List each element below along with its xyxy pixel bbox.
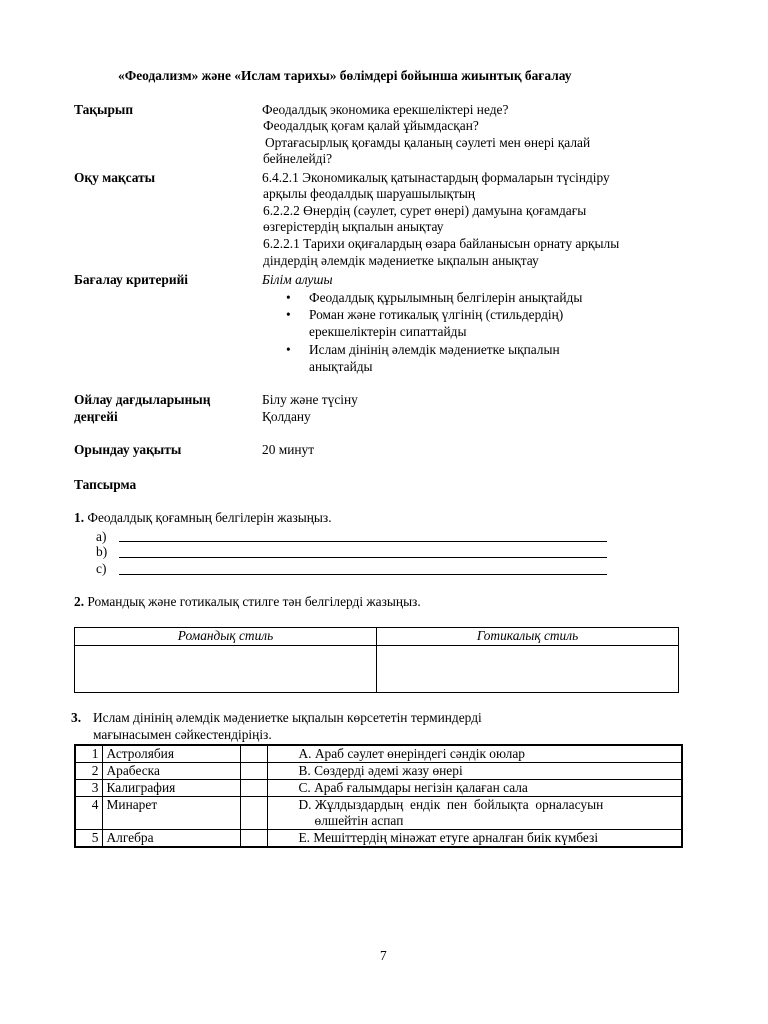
task2-text: Романдық және готикалық стилге тән белгілерді жазыңыз.: [87, 594, 421, 609]
task3-line-2: мағынасымен сәйкестендіріңіз.: [93, 727, 272, 742]
topic-line-3: Ортағасырлық қоғамды қаланың сәулеті мен өнері қалай: [265, 135, 591, 150]
table-row: [75, 763, 682, 780]
row-number: 1: [75, 745, 102, 763]
thinking-value-1: Білу және түсіну: [262, 392, 358, 407]
task2-prompt: [74, 594, 421, 610]
topic-label: Тақырып: [74, 102, 134, 117]
row-number: 5: [75, 830, 102, 848]
answer-cell[interactable]: [240, 780, 267, 797]
definition-cell: [267, 797, 682, 830]
task1-prompt: [74, 510, 332, 526]
table-row: [75, 780, 682, 797]
answer-cell[interactable]: [240, 745, 267, 763]
time-value: 20 минут: [262, 442, 315, 457]
table-row: [75, 797, 682, 830]
criteria-intro: Білім алушы: [262, 272, 333, 287]
row-number: 3: [75, 780, 102, 797]
row-number: 2: [75, 763, 102, 780]
answer-cell-gothic[interactable]: [377, 646, 679, 693]
definition-line: өлшейтін аспап: [314, 813, 404, 828]
table-row: [75, 745, 682, 763]
criteria-item-1: Феодалдық құрылымның белгілерін анықтайды: [309, 290, 583, 305]
bullet-icon: •: [286, 290, 291, 305]
definition-cell: B. Сөздерді әдемі жазу өнері: [267, 763, 682, 780]
matching-table: [74, 744, 683, 848]
style-table: [74, 627, 679, 693]
topic-line-4: бейнелейді?: [263, 151, 333, 166]
time-label: Орындау уақыты: [74, 442, 182, 457]
term-cell: Минарет: [102, 797, 240, 830]
term-cell: Астролябия: [102, 745, 240, 763]
criteria-item-3: Ислам дінінің әлемдік мәдениетке ықпалын: [309, 342, 560, 357]
thinking-value-2: Қолдану: [262, 409, 311, 424]
criteria-label: Бағалау критерийі: [74, 272, 189, 287]
thinking-label-1: Ойлау дағдыларының: [74, 392, 211, 407]
task3-line-1: Ислам дінінің әлемдік мәдениетке ықпалын көрсететін терминдерді: [93, 710, 482, 725]
task1-number: 1.: [74, 510, 85, 525]
answer-cell[interactable]: [240, 763, 267, 780]
page-title: «Феодализм» және «Ислам тарихы» бөлімдері бойынша жиынтық бағалау: [118, 68, 572, 83]
bullet-icon: •: [286, 342, 291, 357]
table-row: [75, 830, 682, 848]
criteria-item-2: Роман және готикалық үлгінің (стильдердің): [309, 307, 564, 322]
answer-cell[interactable]: [240, 797, 267, 830]
row-number: 4: [75, 797, 102, 830]
task1-answer-line-c[interactable]: [119, 574, 607, 575]
answer-cell-romanesque[interactable]: [75, 646, 377, 693]
criteria-item-3-cont: анықтайды: [309, 359, 373, 374]
task1-answer-line-a[interactable]: [119, 541, 607, 542]
style-col-romanesque: Романдық стиль: [75, 628, 377, 646]
objective-line-6: діндердің әлемдік мәдениетке ықпалын анықтау: [263, 253, 539, 268]
objective-line-1: 6.4.2.1 Экономикалық қатынастардың формаларын түсіндіру: [262, 170, 610, 185]
task1-letter-c: c): [96, 561, 107, 576]
task1-answer-line-b[interactable]: [119, 557, 607, 558]
definition-cell: A. Араб сәулет өнеріндегі сәндік оюлар: [267, 745, 682, 763]
objective-line-3: 6.2.2.2 Өнердің (сәулет, сурет өнері) дамуына қоғамдағы: [263, 203, 587, 218]
objective-line-4: өзгерістердің ықпалын анықтау: [263, 219, 444, 234]
bullet-icon: •: [286, 307, 291, 322]
task1-letter-a: a): [96, 529, 107, 544]
term-cell: Калиграфия: [102, 780, 240, 797]
task3-number: 3.: [71, 710, 82, 725]
thinking-label-2: деңгейі: [74, 409, 118, 424]
page-number: 7: [380, 948, 387, 963]
definition-cell: C. Араб ғалымдары негізін қалаған сала: [267, 780, 682, 797]
topic-line-2: Феодалдық қоғам қалай ұйымдасқан?: [263, 118, 479, 133]
definition-cell: E. Мешіттердің мінәжат етуге арналған биік күмбезі: [267, 830, 682, 848]
task-heading: Тапсырма: [74, 477, 137, 492]
objective-line-2: арқылы феодалдық шаруашылықтың: [263, 186, 476, 201]
term-cell: Арабеска: [102, 763, 240, 780]
definition-line: D. Жұлдыздардың ендік пен бойлықта орналасуын: [298, 797, 604, 812]
style-col-gothic: Готикалық стиль: [377, 628, 679, 646]
task1-text: Феодалдық қоғамның белгілерін жазыңыз.: [87, 510, 332, 525]
criteria-item-2-cont: ерекшеліктерін сипаттайды: [309, 324, 467, 339]
topic-line-1: Феодалдық экономика ерекшеліктері неде?: [262, 102, 509, 117]
objective-line-5: 6.2.2.1 Тарихи оқиғалардың өзара байланысын орнату арқылы: [263, 236, 620, 251]
task1-letter-b: b): [96, 544, 108, 559]
term-cell: Алгебра: [102, 830, 240, 848]
objectives-label: Оқу мақсаты: [74, 170, 156, 185]
task2-number: 2.: [74, 594, 85, 609]
answer-cell[interactable]: [240, 830, 267, 848]
